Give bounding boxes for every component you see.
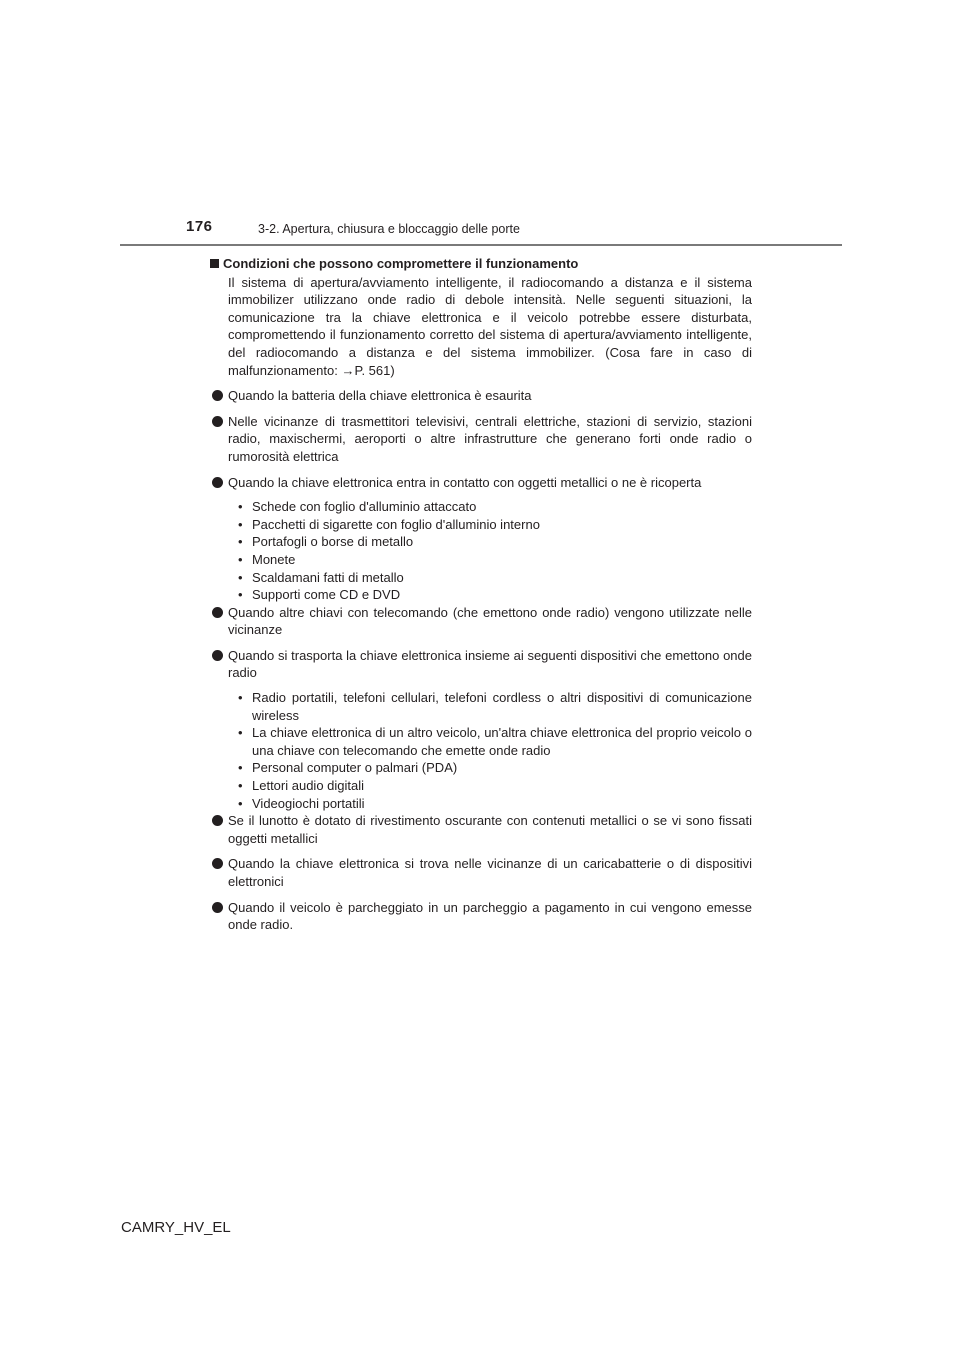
intro-paragraph: Il sistema di apertura/avviamento intelligente, il radiocomando a distanza e il sistema immobilizer utilizzano onde radio di debole intensità. Nelle seguenti situazioni, la comunicazione tra la chiave elettronica e il veicolo potrebbe essere disturbata, compromettendo il funzionamento corretto del sistema di apertura/avviamento intelligente, del radiocomando a distanza e del sistema immobilizer. (Cosa fare in caso di malfunzionamento: →P. 561): [228, 274, 752, 378]
dot-bullet-icon: •: [238, 778, 243, 794]
circle-bullet-icon: [212, 390, 223, 401]
sub-list-item-text: Monete: [252, 551, 296, 567]
sub-list-item-text: Supporti come CD e DVD: [252, 587, 401, 603]
circle-bullet-icon: [212, 815, 223, 826]
circle-bullet-icon: [212, 416, 223, 427]
list-item-text: Quando la batteria della chiave elettronica è esaurita: [228, 388, 532, 404]
sub-list-metal-objects: [238, 498, 752, 604]
sub-list-item: [238, 569, 752, 587]
list-item-text: Quando altre chiavi con telecomando (che emettono onde radio) vengono utilizzate nelle vicinanze: [228, 604, 752, 638]
sub-list-item-text: Schede con foglio d'alluminio attaccato: [252, 499, 477, 515]
circle-bullet-icon: [212, 607, 223, 618]
section-title: 3-2. Apertura, chiusura e bloccaggio delle porte: [258, 222, 520, 236]
section-heading: [210, 255, 752, 273]
sub-list-radio-devices: [238, 689, 752, 812]
dot-bullet-icon: •: [238, 760, 243, 776]
sub-list-item: [238, 498, 752, 516]
circle-bullet-icon: [212, 650, 223, 661]
document-code: CAMRY_HV_EL: [121, 1219, 231, 1236]
sub-list-item: [238, 759, 752, 777]
sub-list-item-text: Personal computer o palmari (PDA): [252, 760, 458, 776]
square-bullet-icon: [210, 259, 219, 268]
sub-list-item: [238, 551, 752, 569]
list-item: [210, 899, 752, 934]
sub-list-item-text: La chiave elettronica di un altro veicolo, un'altra chiave elettronica del proprio veicolo o una chiave con telecomando che emette onde radio: [252, 725, 752, 758]
sub-list-item-text: Pacchetti di sigarette con foglio d'alluminio interno: [252, 516, 540, 532]
list-item-text: Se il lunotto è dotato di rivestimento oscurante con contenuti metallici o se vi sono fissati oggetti metallici: [228, 813, 752, 846]
circle-bullet-icon: [212, 858, 223, 869]
sub-list-item: [238, 777, 752, 795]
sub-list-item-text: Videogiochi portatili: [252, 795, 365, 811]
dot-bullet-icon: •: [238, 795, 243, 811]
circle-bullet-icon: [212, 477, 223, 488]
dot-bullet-icon: •: [238, 690, 243, 706]
list-item: [210, 812, 752, 847]
dot-bullet-icon: •: [238, 569, 243, 585]
list-item-text: Nelle vicinanze di trasmettitori televisivi, centrali elettriche, stazioni di servizio, stazioni radio, maxischermi, aeroporti o altre infrastrutture che generano forti onde radio o rumorosità elettrica: [228, 413, 752, 464]
page-content: [210, 255, 752, 942]
list-item: [210, 474, 752, 492]
sub-list-item: [238, 533, 752, 551]
dot-bullet-icon: •: [238, 534, 243, 550]
page-number: 176: [186, 218, 213, 235]
sub-list-item-text: Scaldamani fatti di metallo: [252, 569, 404, 585]
sub-list-item: [238, 795, 752, 813]
list-item: [210, 855, 752, 890]
circle-bullet-icon: [212, 902, 223, 913]
dot-bullet-icon: •: [238, 499, 243, 515]
sub-list-item-text: Portafogli o borse di metallo: [252, 534, 414, 550]
sub-list-item-text: Radio portatili, telefoni cellulari, telefoni cordless o altri dispositivi di comunicazione wireless: [252, 690, 752, 723]
list-item-text: Quando la chiave elettronica entra in contatto con oggetti metallici o ne è ricoperta: [228, 474, 702, 490]
list-item-text: Quando la chiave elettronica si trova nelle vicinanze di un caricabatterie o di dispositivi elettronici: [228, 856, 752, 889]
sub-list-item: [238, 516, 752, 534]
list-item: [210, 413, 752, 466]
dot-bullet-icon: •: [238, 587, 243, 603]
dot-bullet-icon: •: [238, 551, 243, 567]
list-item-text: Quando il veicolo è parcheggiato in un parcheggio a pagamento in cui vengono emesse onde radio.: [228, 899, 752, 933]
sub-list-item-text: Lettori audio digitali: [252, 778, 365, 794]
list-item: [210, 647, 752, 682]
sub-list-item: [238, 586, 752, 604]
section-heading-text: Condizioni che possono compromettere il funzionamento: [223, 256, 579, 271]
header-divider: [120, 244, 842, 246]
dot-bullet-icon: •: [238, 725, 243, 741]
list-item: [210, 387, 752, 405]
dot-bullet-icon: •: [238, 516, 243, 532]
list-item-text: Quando si trasporta la chiave elettronica insieme ai seguenti dispositivi che emettono onde radio: [228, 647, 752, 681]
sub-list-item: [238, 689, 752, 724]
sub-list-item: [238, 724, 752, 759]
list-item: [210, 604, 752, 639]
